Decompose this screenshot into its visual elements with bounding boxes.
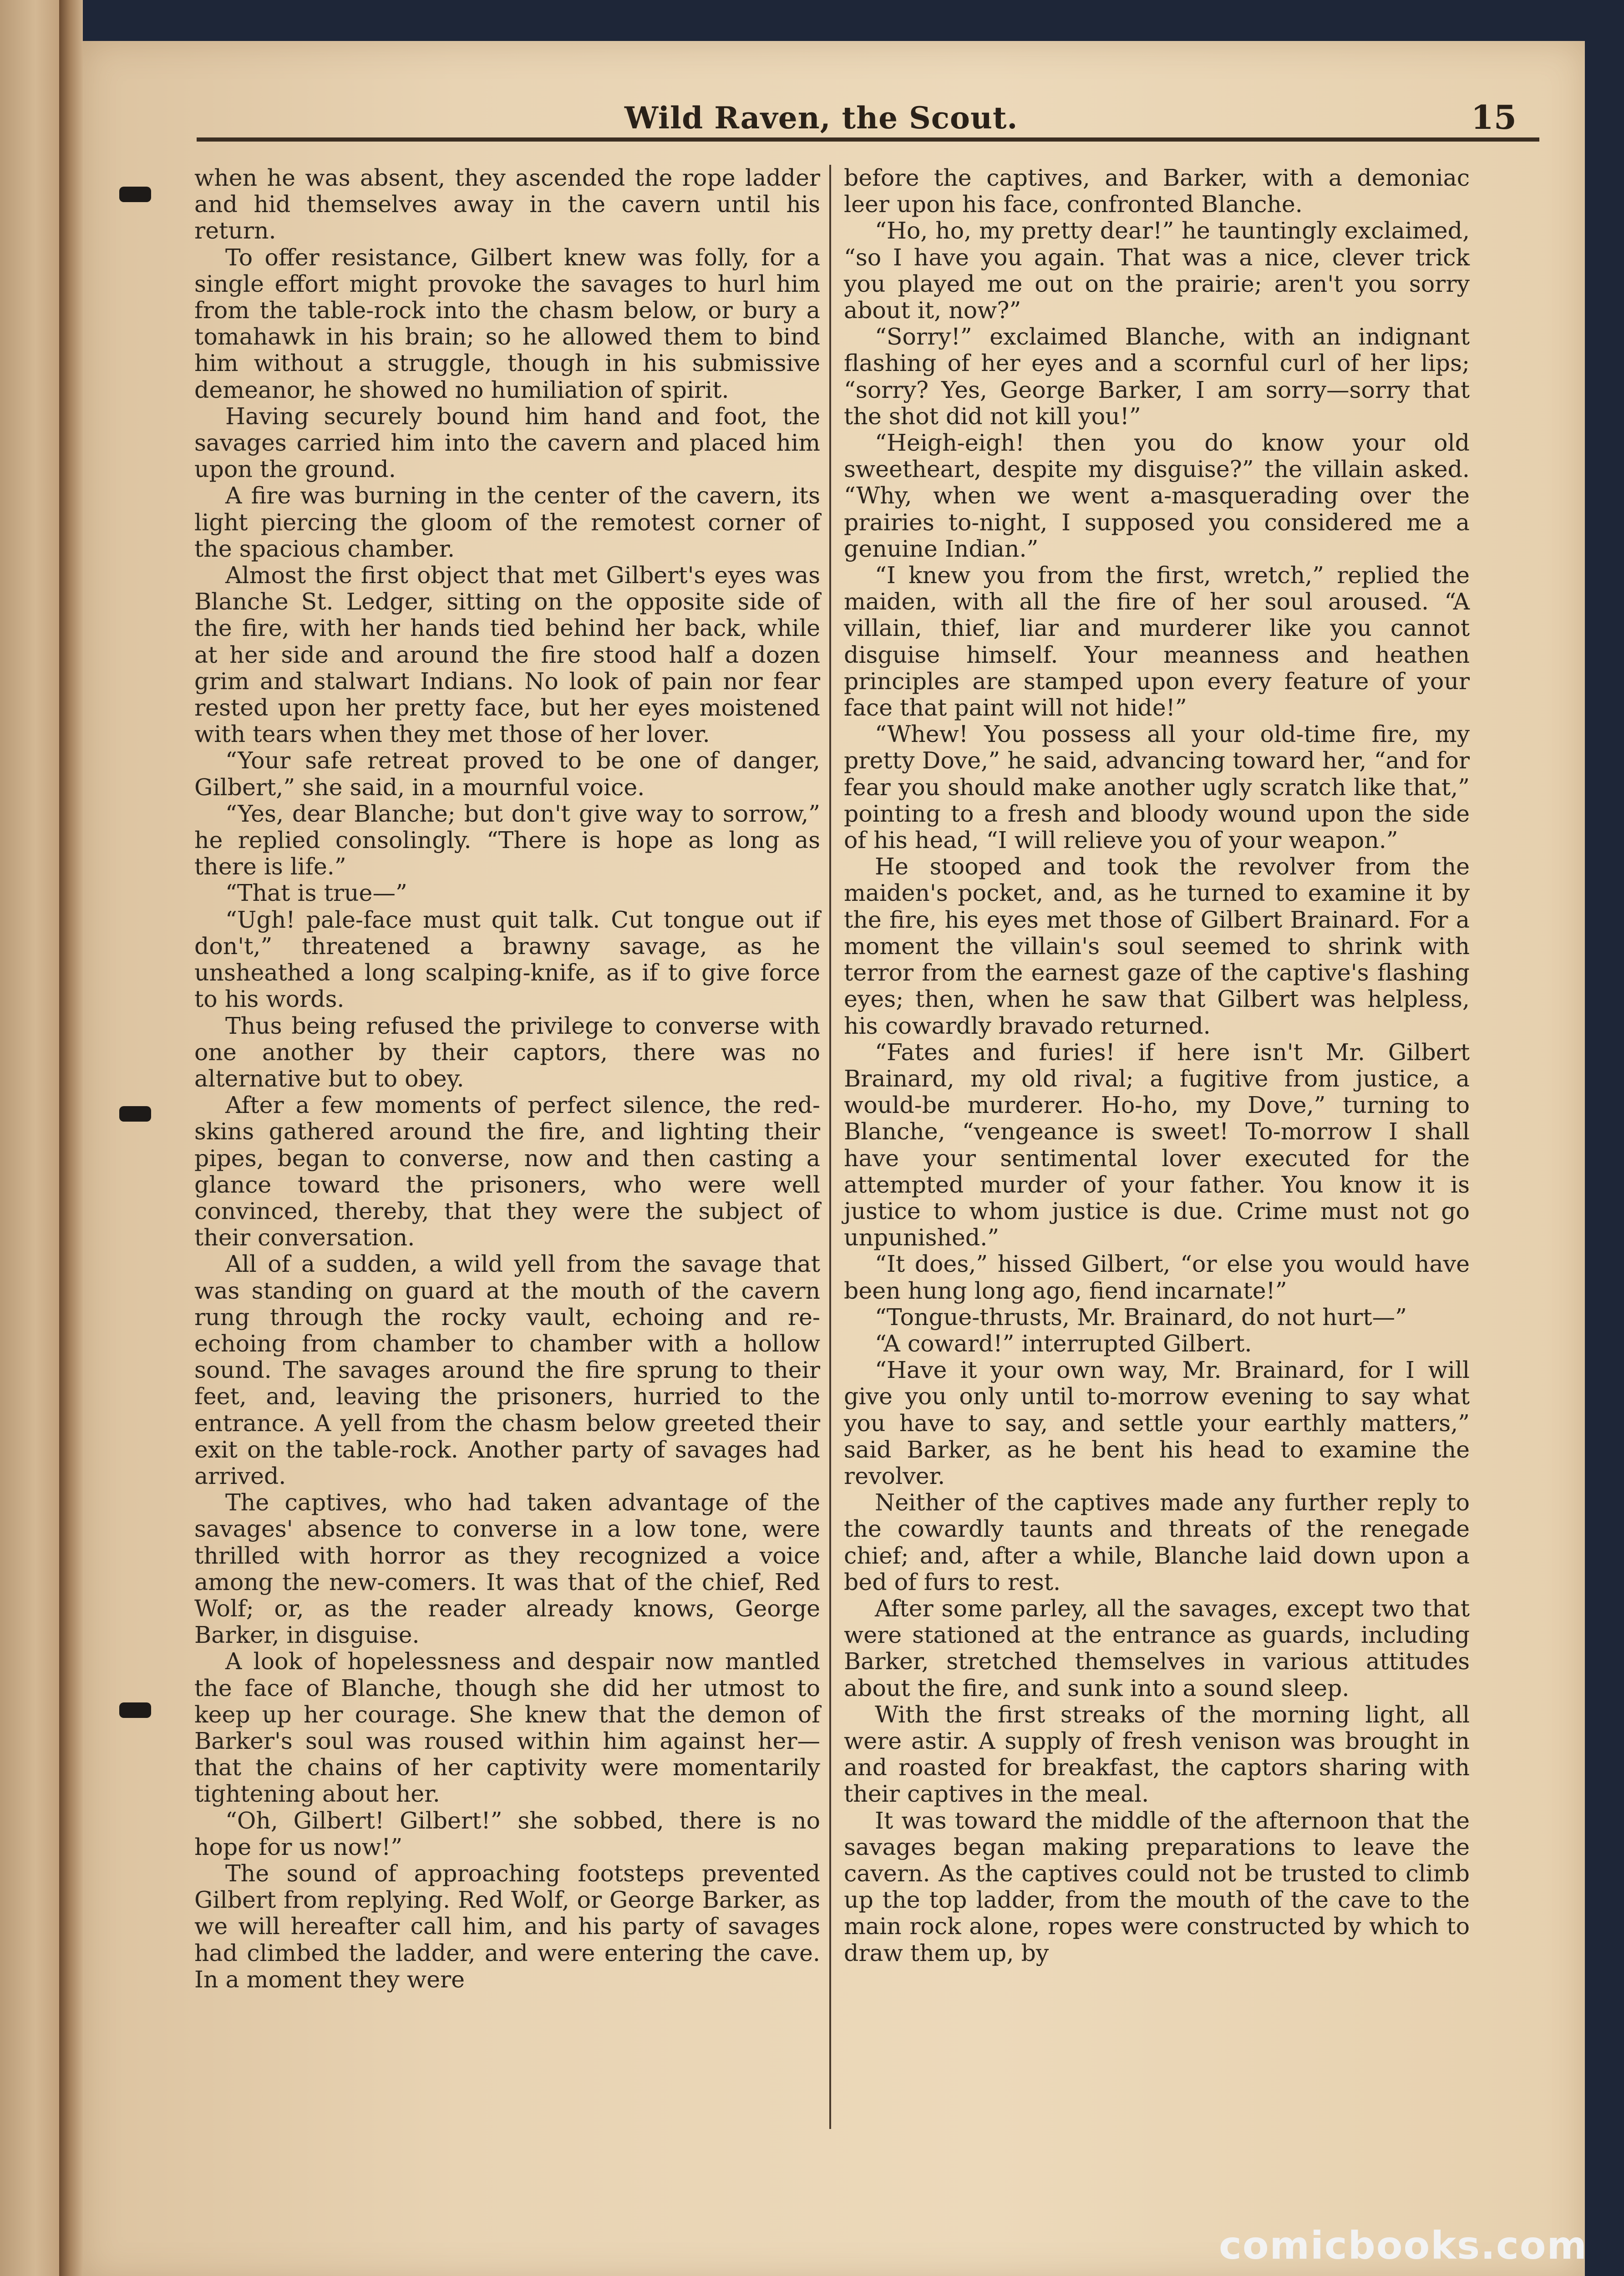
paragraph: To offer resistance, Gilbert knew was folly, for a single effort might provoke the savages to hurl him from the table-rock into the chasm below, or bury a tomahawk in his brain; so he allowed them to bind him without a struggle, though in his submissive demeanor, he showed no humiliation of spirit. bbox=[194, 244, 820, 403]
paragraph: “It does,” hissed Gilbert, “or else you would have been hung long ago, fiend incarnate!” bbox=[844, 1250, 1470, 1304]
page-number: 15 bbox=[1471, 98, 1517, 137]
header-rule bbox=[197, 137, 1539, 142]
paragraph: It was toward the middle of the afternoon that the savages began making preparations to leave the cavern. As the captives could not be trusted to climb up the top ladder, from the mouth of the cave to the main rock alone, ropes were constructed by which to draw them up, by bbox=[844, 1807, 1470, 1966]
paragraph: “Ugh! pale-face must quit talk. Cut tongue out if don't,” threatened a brawny savage, as he unsheathed a long scalping-knife, as if to give force to his words. bbox=[194, 906, 820, 1013]
paragraph: “Fates and furies! if here isn't Mr. Gilbert Brainard, my old rival; a fugitive from justice, a would-be murderer. Ho-ho, my Dove,” turning to Blanche, “vengeance is sweet! To-morrow I shall have your sentimental lover executed for the attempted murder of your father. You know it is justice to whom justice is due. Crime must not go unpunished.” bbox=[844, 1038, 1470, 1251]
paragraph: All of a sudden, a wild yell from the savage that was standing on guard at the mouth of the cavern rung through the rocky vault, echoing and re-echoing from chamber to chamber with a hollow sound. The savages around the fire sprung to their feet, and, leaving the prisoners, hurried to the entrance. A yell from the chasm below greeted their exit on the table-rock. Another party of savages had arrived. bbox=[194, 1250, 820, 1489]
paragraph: “Tongue-thrusts, Mr. Brainard, do not hurt—” bbox=[875, 1303, 1407, 1331]
paragraph: After some parley, all the savages, except two that were stationed at the entrance as guards, including Barker, stretched themselves in various attitudes about the fire, and sunk into a sound sleep. bbox=[844, 1595, 1470, 1702]
paragraph: He stooped and took the revolver from the maiden's pocket, and, as he turned to examine it by the fire, his eyes met those of Gilbert Brainard. For a moment the villain's soul seemed to shrink with terror from the earnest gaze of the captive's flashing eyes; then, when he saw that Gilbert was helpless, his cowardly bravado returned. bbox=[844, 853, 1470, 1039]
paragraph: “Oh, Gilbert! Gilbert!” she sobbed, there is no hope for us now!” bbox=[194, 1807, 820, 1860]
watermark: comicbooks.com bbox=[1219, 2223, 1588, 2268]
paragraph: “Heigh-eigh! then you do know your old sweetheart, despite my disguise?” the villain asked. “Why, when we went a-masquerading over the prairies to-night, I supposed you considered me a genuine Indian.” bbox=[844, 429, 1470, 562]
paragraph: Neither of the captives made any further reply to the cowardly taunts and threats of the renegade chief; and, after a while, Blanche laid down upon a bed of furs to rest. bbox=[844, 1489, 1470, 1595]
paragraph: Almost the first object that met Gilbert's eyes was Blanche St. Ledger, sitting on the opposite side of the fire, with her hands tied behind her back, while at her side and around the fire stood half a dozen grim and stalwart Indians. No look of pain nor fear rested upon her pretty face, but her eyes moistened with tears when they met those of her lover. bbox=[194, 562, 820, 748]
paragraph: “Sorry!” exclaimed Blanche, with an indignant flashing of her eyes and a scornful curl of her lips; “sorry? Yes, George Barker, I am sorry—sorry that the shot did not kill you!” bbox=[844, 323, 1470, 430]
paragraph: Having securely bound him hand and foot, the savages carried him into the cavern and placed him upon the ground. bbox=[194, 402, 820, 483]
paragraph: Thus being refused the privilege to converse with one another by their captors, there was no alternative but to obey. bbox=[194, 1012, 820, 1092]
paragraph: “That is true—” bbox=[225, 879, 407, 907]
paragraph: “Ho, ho, my pretty dear!” he tauntingly exclaimed, “so I have you again. That was a nice, clever trick you played me out on the prairie; aren't you sorry about it, now?” bbox=[844, 217, 1470, 324]
paragraph: when he was absent, they ascended the rope ladder and hid themselves away in the cavern until his return. bbox=[194, 164, 820, 244]
paragraph: “Whew! You possess all your old-time fire, my pretty Dove,” he said, advancing toward her, “and for fear you should make another ugly scratch like that,” pointing to a fresh and bloody wound upon the side of his head, “I will relieve you of your weapon.” bbox=[844, 721, 1470, 854]
paragraph: “Have it your own way, Mr. Brainard, for I will give you only until to-morrow evening to say what you have to say, and settle your earthly matters,” said Barker, as he bent his head to examine the revolver. bbox=[844, 1356, 1470, 1489]
paragraph: After a few moments of perfect silence, the red-skins gathered around the fire, and lighting their pipes, began to converse, now and then casting a glance toward the prisoners, who were well convinced, thereby, that they were the subject of their conversation. bbox=[194, 1092, 820, 1251]
page-header bbox=[83, 41, 1585, 155]
paragraph: A look of hopelessness and despair now mantled the face of Blanche, though she did her utmost to keep up her courage. She knew that the demon of Barker's soul was roused within him against her—that the chains of her captivity were momentarily tightening about her. bbox=[194, 1648, 820, 1808]
binding-stitch bbox=[119, 1702, 151, 1718]
left-column bbox=[194, 165, 820, 1993]
paragraph: before the captives, and Barker, with a demoniac leer upon his face, confronted Blanche. bbox=[844, 164, 1470, 218]
paragraph: The sound of approaching footsteps prevented Gilbert from replying. Red Wolf, or George Barker, as we will hereafter call him, and his party of savages had climbed the ladder, and were entering the cave. In a moment they were bbox=[194, 1860, 820, 1993]
paragraph: The captives, who had taken advantage of the savages' absence to converse in a low tone, were thrilled with horror as they recognized a voice among the new-comers. It was that of the chief, Red Wolf; or, as the reader already knows, George Barker, in disguise. bbox=[194, 1489, 820, 1649]
running-title: Wild Raven, the Scout. bbox=[624, 100, 1018, 136]
paragraph: “A coward!” interrupted Gilbert. bbox=[875, 1330, 1252, 1357]
paragraph: “Your safe retreat proved to be one of danger, Gilbert,” she said, in a mournful voice. bbox=[194, 747, 820, 801]
paragraph: With the first streaks of the morning light, all were astir. A supply of fresh venison was brought in and roasted for breakfast, the captors sharing with their captives in the meal. bbox=[844, 1701, 1470, 1808]
previous-page-edge bbox=[0, 0, 59, 2276]
right-column bbox=[844, 165, 1470, 1966]
binding-gutter bbox=[59, 0, 83, 2276]
paragraph: “I knew you from the first, wretch,” replied the maiden, with all the fire of her soul aroused. “A villain, thief, liar and murderer like you cannot disguise himself. Your meanness and heathen principles are stamped upon every feature of your face that paint will not hide!” bbox=[844, 562, 1470, 721]
binding-stitch bbox=[119, 187, 151, 202]
paragraph: A fire was burning in the center of the cavern, its light piercing the gloom of the remotest corner of the spacious chamber. bbox=[194, 482, 820, 562]
binding-stitch bbox=[119, 1106, 151, 1122]
column-rule bbox=[829, 165, 831, 2129]
page bbox=[83, 41, 1585, 2276]
paragraph: “Yes, dear Blanche; but don't give way to sorrow,” he replied consolingly. “There is hope as long as there is life.” bbox=[194, 800, 820, 880]
